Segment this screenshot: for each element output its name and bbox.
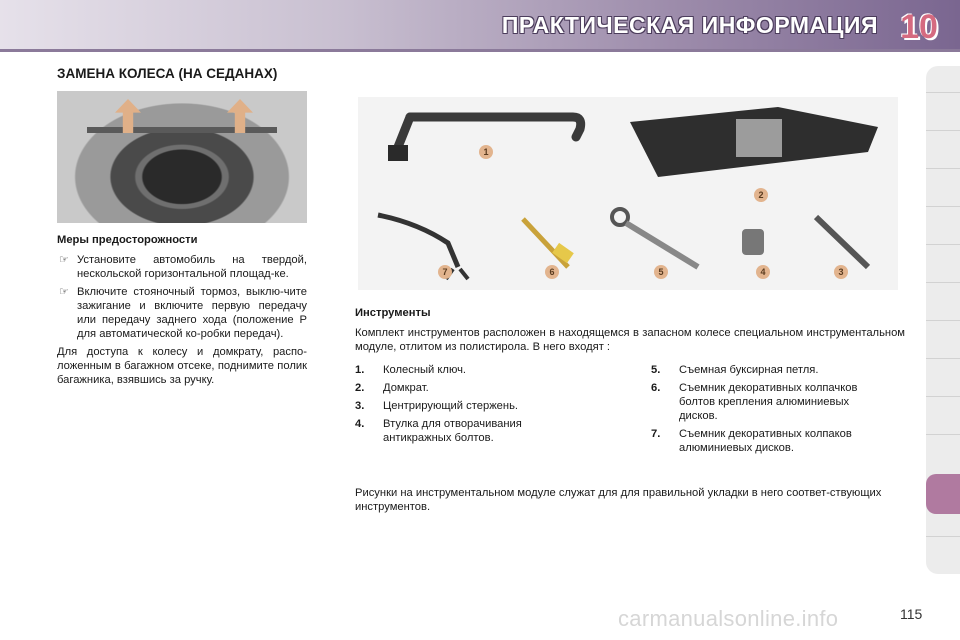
hand-pointer-icon: ☞: [59, 286, 69, 298]
tab-divider: [926, 168, 960, 169]
access-paragraph: Для доступа к колесу и домкрату, распо-ложенным в багажном отсеке, поднимите полик багажника, взявшись за ручку.: [57, 346, 307, 386]
tools-list-left: [355, 363, 615, 449]
tool-label-badge: 2: [754, 188, 768, 202]
chapter-number: 10: [900, 8, 938, 46]
item-number: 3.: [355, 400, 365, 412]
tools-block: [355, 306, 905, 354]
precaution-text: Включите стояночный тормоз, выклю-чите зажигание и включите первую передачу или передачу заднего хода (положение P для автоматической ко-робки передач).: [77, 286, 307, 340]
tools-note: Рисунки на инструментальном модуле служат для для правильной укладки в него соответ-ствующих инструментов.: [355, 487, 882, 513]
precaution-bullet: [57, 253, 307, 281]
tab-divider: [926, 282, 960, 283]
tool-label-badge: 5: [654, 265, 668, 279]
item-text: Съемная буксирная петля.: [679, 364, 819, 376]
item-text: Съемник декоративных колпачков болтов крепления алюминиевых дисков.: [679, 382, 858, 422]
item-number: 1.: [355, 364, 365, 376]
tab-chapter-10[interactable]: [926, 474, 960, 514]
precaution-bullet: [57, 285, 307, 341]
item-text: Домкрат.: [383, 382, 429, 394]
tab-divider: [926, 206, 960, 207]
chapter-tabs: [926, 66, 960, 574]
wheel-wrench-socket: [388, 145, 408, 161]
section-title: ЗАМЕНА КОЛЕСА (НА СЕДАНАХ): [57, 66, 278, 81]
item-number: 7.: [651, 428, 661, 440]
wheel-wrench-shape: [398, 117, 410, 147]
tab-divider: [926, 396, 960, 397]
list-item: [651, 427, 901, 455]
list-item: [651, 363, 901, 377]
tools-photo: [358, 97, 898, 290]
tool-label-badge: 1: [479, 145, 493, 159]
list-item: [355, 417, 615, 445]
precautions-title: Меры предосторожности: [57, 234, 198, 246]
bolt-cap-remover-tag: [552, 243, 574, 263]
chapter-title: ПРАКТИЧЕСКАЯ ИНФОРМАЦИЯ: [501, 12, 878, 38]
tab-divider: [926, 358, 960, 359]
tab-divider: [926, 130, 960, 131]
trunk-floor-handle: [87, 127, 277, 133]
towing-eye-shape: [626, 223, 698, 267]
item-text: Колесный ключ.: [383, 364, 467, 376]
tab-divider: [926, 434, 960, 435]
list-item: [355, 399, 615, 413]
item-number: 6.: [651, 382, 661, 394]
item-number: 4.: [355, 418, 365, 430]
precaution-text: Установите автомобиль на твердой, нескольской горизонтальной площад-ке.: [77, 254, 307, 280]
tab-divider: [926, 92, 960, 93]
bolt-cap-remover-shape: [523, 219, 568, 267]
tools-list-right: [651, 363, 901, 459]
list-item: [651, 381, 901, 423]
centering-rod-shape: [816, 217, 868, 267]
watermark: carmanualsonline.info: [618, 606, 839, 631]
anti-theft-socket-shape: [742, 229, 764, 255]
cap-remover-shape: [378, 215, 458, 267]
tab-divider: [926, 320, 960, 321]
wheel-wrench-shape: [410, 117, 581, 137]
tools-title: Инструменты: [355, 307, 431, 319]
trunk-photo: [57, 91, 307, 223]
tab-divider: [926, 536, 960, 537]
tool-label-badge: 3: [834, 265, 848, 279]
precautions-block: [57, 233, 307, 387]
item-text: Втулка для отворачивания антикражных болтов.: [383, 418, 522, 444]
tools-illustration: [358, 97, 898, 290]
tab-divider: [926, 244, 960, 245]
jack-body: [736, 119, 782, 157]
item-text: Съемник декоративных колпаков алюминиевых дисков.: [679, 428, 852, 454]
hand-pointer-icon: ☞: [59, 254, 69, 266]
item-number: 2.: [355, 382, 365, 394]
list-item: [355, 381, 615, 395]
page-number: 115: [900, 606, 923, 622]
tool-label-badge: 6: [545, 265, 559, 279]
tool-label-badge: 4: [756, 265, 770, 279]
item-number: 5.: [651, 364, 661, 376]
tool-label-badge: 7: [438, 265, 452, 279]
towing-eye-shape: [612, 209, 628, 225]
item-text: Центрирующий стержень.: [383, 400, 519, 412]
tools-intro: Комплект инструментов расположен в находящемся в запасном колесе специальном инструментальном модуле, отлитом из полистирола. В него входят :: [355, 327, 905, 353]
list-item: [355, 363, 615, 377]
